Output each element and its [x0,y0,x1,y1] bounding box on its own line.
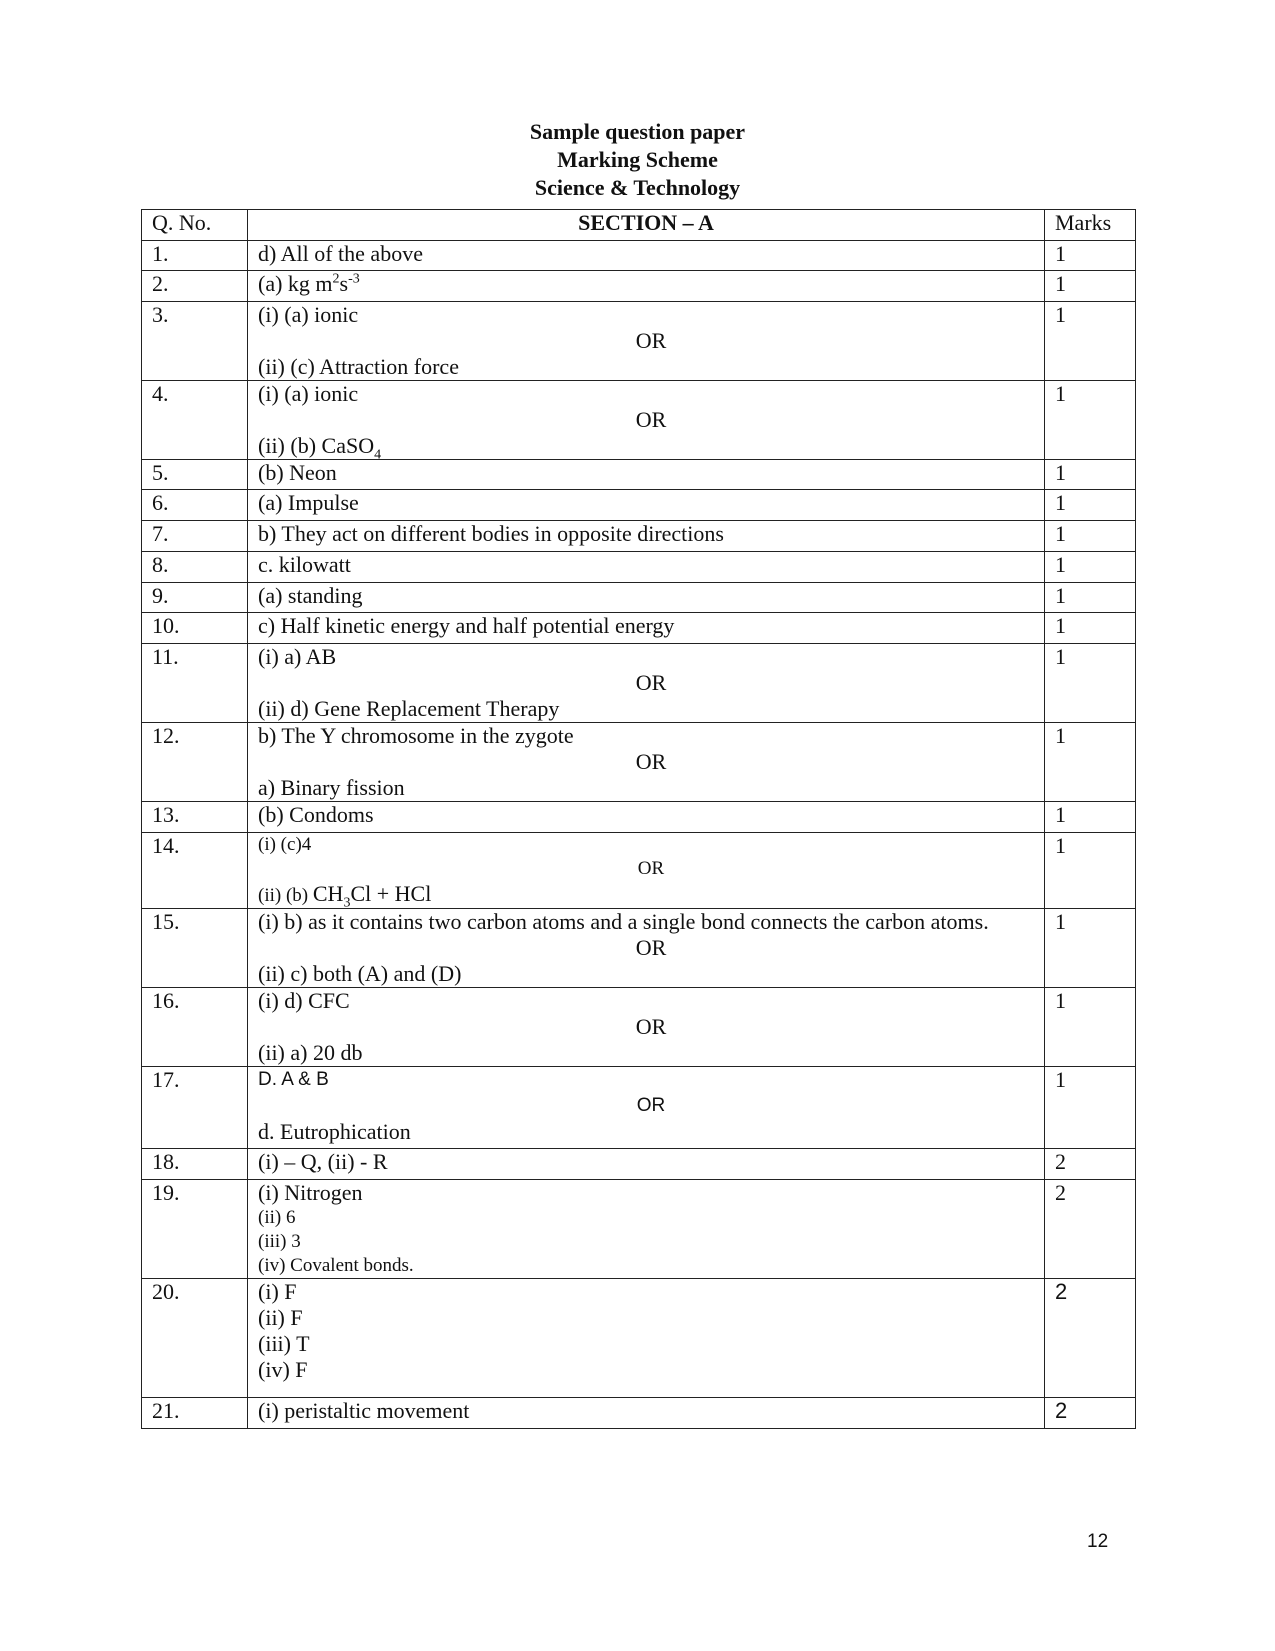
question-number: 12. [142,723,248,802]
table-row [142,1180,1136,1279]
marks: 1 [1045,302,1136,381]
marks: 1 [1045,988,1136,1067]
answer-option: d. Eutrophication [258,1119,411,1144]
table-row [142,552,1136,583]
marks: 1 [1045,521,1136,552]
or-separator: OR [636,1095,666,1116]
question-number: 18. [142,1149,248,1180]
answer-text: (a) kg m [258,271,333,296]
answer: c. kilowatt [248,552,1045,583]
marks: 1 [1045,271,1136,302]
answer: (i) – Q, (ii) - R [248,1149,1045,1180]
answer-option: a) Binary fission [258,775,405,800]
question-number: 4. [142,381,248,460]
marks: 2 [1045,1180,1136,1279]
answer-option: (ii) (c) Attraction force [258,354,459,379]
answer: (b) Condoms [248,802,1045,833]
answer [248,381,1045,463]
marks: 2 [1045,1398,1136,1429]
answer-line: (iv) Covalent bonds. [258,1255,414,1276]
formula-text: CH [312,881,344,906]
table-row [142,460,1136,490]
or-separator: OR [635,935,667,960]
answer-option: (i) (c)4 [258,834,312,855]
or-separator: OR [635,407,667,432]
answer: (b) Neon [248,460,1045,490]
answer-option: (i) a) AB [258,644,337,669]
marks: 1 [1045,909,1136,988]
table-row [142,988,1136,1067]
or-separator: OR [637,858,665,879]
answer-text: s [339,271,349,296]
or-separator: OR [635,1014,667,1039]
marks: 1 [1045,1067,1136,1149]
answer: (a) standing [248,583,1045,613]
superscript: -3 [348,271,360,287]
answer [248,833,1045,909]
formula-text: Cl + HCl [350,881,432,906]
marks: 1 [1045,552,1136,583]
question-number: 3. [142,302,248,381]
header-section: SECTION – A [248,210,1045,241]
answer [248,723,1045,802]
question-number: 6. [142,490,248,521]
or-separator: OR [635,670,667,695]
table-row [142,583,1136,613]
answer-option: (ii) a) 20 db [258,1040,363,1065]
answer-option: (i) (a) ionic [258,302,359,327]
answer: b) They act on different bodies in opposite directions [248,521,1045,552]
answer-line: (i) Nitrogen [258,1180,363,1205]
answer-option: (i) b) as it contains two carbon atoms and a single bond connects the carbon atoms. [258,909,989,934]
question-number: 11. [142,644,248,723]
answer: (i) peristaltic movement [248,1398,1045,1429]
question-number: 21. [142,1398,248,1429]
table-row [142,302,1136,381]
answer-line: (ii) 6 [258,1207,296,1228]
answer-option [258,881,1044,911]
question-number: 14. [142,833,248,909]
table-row [142,1067,1136,1149]
answer [248,1279,1045,1398]
answer-option: (i) d) CFC [258,988,350,1013]
answer [248,909,1045,988]
answer-option: (i) (a) ionic [258,381,359,406]
table-row [142,613,1136,644]
document-header [0,118,1275,202]
marks: 1 [1045,490,1136,521]
answer-line: (iii) 3 [258,1231,301,1252]
page-number: 12 [1087,1531,1109,1552]
table-row [142,241,1136,271]
table-header-row [142,210,1136,241]
marks: 1 [1045,241,1136,271]
subscript: 4 [374,447,382,463]
answer-line: (iv) F [258,1357,308,1382]
answer [248,644,1045,723]
answer [248,988,1045,1067]
or-separator: OR [635,328,667,353]
question-number: 13. [142,802,248,833]
answer [248,1180,1045,1279]
question-number: 8. [142,552,248,583]
answer: d) All of the above [248,241,1045,271]
marks: 1 [1045,613,1136,644]
question-number: 9. [142,583,248,613]
table-row [142,802,1136,833]
table-row [142,1279,1136,1398]
table-row [142,1398,1136,1429]
marks: 1 [1045,583,1136,613]
marks: 1 [1045,381,1136,460]
or-separator: OR [635,749,667,774]
answer-line: (iii) T [258,1331,310,1356]
marks: 1 [1045,644,1136,723]
superscript: 2 [332,271,340,287]
answer [248,271,1045,302]
question-number: 17. [142,1067,248,1149]
table-row [142,644,1136,723]
marks: 1 [1045,460,1136,490]
question-number: 16. [142,988,248,1067]
answer-line: (i) F [258,1279,297,1304]
marks: 1 [1045,802,1136,833]
table-row [142,521,1136,552]
table-row [142,909,1136,988]
question-number: 19. [142,1180,248,1279]
table-row [142,271,1136,302]
marks: 1 [1045,833,1136,909]
answer-option: b) The Y chromosome in the zygote [258,723,574,748]
answer: c) Half kinetic energy and half potential energy [248,613,1045,644]
answer [248,1067,1045,1149]
answer-option [258,433,1044,463]
header-marks: Marks [1045,210,1136,241]
header-subject: Science & Technology [534,175,741,200]
answer: (a) Impulse [248,490,1045,521]
question-number: 20. [142,1279,248,1398]
answer-text: (ii) (b) CaSO [258,433,375,458]
header-subtitle: Marking Scheme [557,147,718,172]
question-number: 5. [142,460,248,490]
table-row [142,381,1136,460]
marks: 2 [1045,1279,1136,1398]
answer-option: D. A & B [258,1069,329,1090]
question-number: 7. [142,521,248,552]
table-row [142,1149,1136,1180]
marks: 1 [1045,723,1136,802]
answer-line: (ii) F [258,1305,303,1330]
answer-option: (ii) c) both (A) and (D) [258,961,462,986]
marking-scheme-table [141,209,1136,1429]
marks: 2 [1045,1149,1136,1180]
question-number: 10. [142,613,248,644]
subscript: 3 [343,895,351,911]
answer-option: (ii) d) Gene Replacement Therapy [258,696,560,721]
question-number: 1. [142,241,248,271]
table-row [142,490,1136,521]
table-row [142,833,1136,909]
answer [248,302,1045,381]
header-title: Sample question paper [529,119,746,144]
answer-text: (ii) (b) [258,885,313,906]
header-qno: Q. No. [142,210,248,241]
question-number: 2. [142,271,248,302]
question-number: 15. [142,909,248,988]
table-row [142,723,1136,802]
